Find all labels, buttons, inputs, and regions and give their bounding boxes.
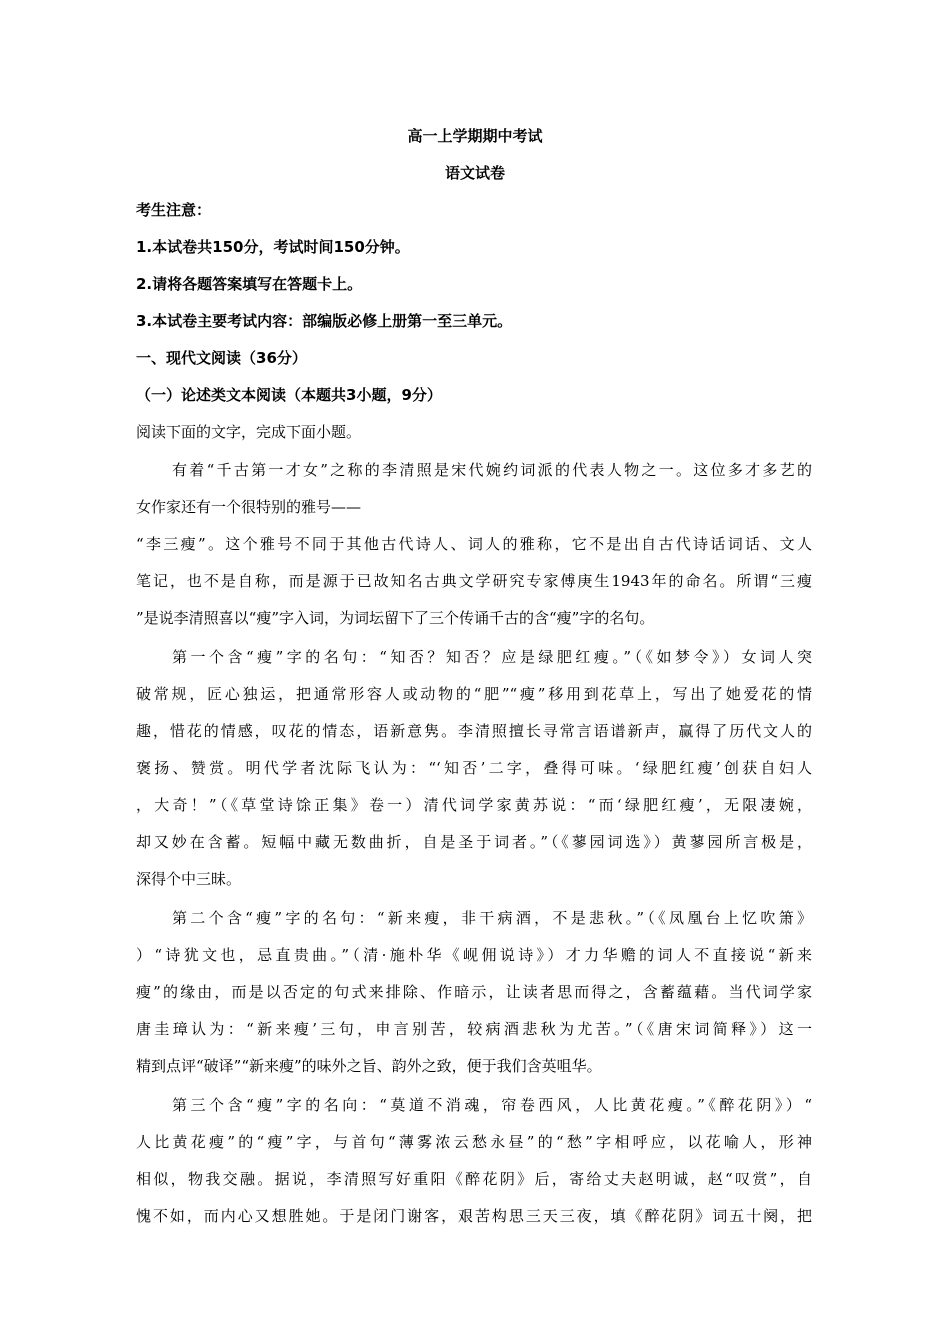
passage-line: 趣，惜花的情感，叹花的情态，语新意隽。李清照擅长寻常言语谱新声，赢得了历代文人的 [136, 722, 812, 740]
passage-line: 精到点评“破译”“新来瘦”的味外之旨、韵外之致，便于我们含英咀华。 [136, 1057, 602, 1075]
passage-line: 第三个含“瘦”字的名向：“莫道不消魂，帘卷西风，人比黄花瘦。”《醉花阴》）“ [172, 1096, 812, 1114]
passage-line: 愧不如，而内心又想胜她。于是闭门谢客，艰苦构思三天三夜，填《醉花阴》词五十阕，把 [136, 1207, 812, 1225]
passage-line: 第一个含“瘦”字的名句：“知否？知否？应是绿肥红瘦。”（《如梦令》）女词人突 [172, 648, 812, 666]
passage-line: 有着“千古第一才女”之称的李清照是宋代婉约词派的代表人物之一。这位多才多艺的 [172, 461, 812, 479]
passage-line: 唐圭璋认为：“新来瘦’三句，申言别苦，较病酒悲秋为尤苦。”（《唐宋词简释》）这一 [136, 1020, 812, 1038]
section-heading: 一、现代文阅读（36分） [136, 349, 307, 367]
notice-item: 1.本试卷共150分，考试时间150分钟。 [136, 238, 410, 256]
passage-line: 褒扬、赞赏。明代学者沈际飞认为：“‘知否’二字，叠得可味。‘绿肥红瘦’创获自妇人 [136, 759, 812, 777]
exam-title: 高一上学期期中考试 [407, 127, 543, 145]
passage-line: 第二个含“瘦”字的名句：“新来瘦，非干病酒，不是悲秋。”（《凤凰台上忆吹箫》 [172, 909, 812, 927]
passage-line: 瘦”的缘由，而是以否定的句式来排除、作暗示，让读者思而得之，含蓄蕴藉。当代词学家 [136, 983, 812, 1001]
passage-line: 女作家还有一个很特别的雅号—— [136, 498, 362, 516]
passage-line: 破常规，匠心独运，把通常形容人或动物的“肥”“瘦”移用到花草上，写出了她爱花的情 [136, 685, 812, 703]
notice-item: 2.请将各题答案填写在答题卡上。 [136, 275, 363, 293]
passage-line: 深得个中三昧。 [136, 870, 242, 888]
passage-line: ，大奇！”（《草堂诗馀正集》卷一）清代词学家黄苏说：“而‘绿肥红瘦’，无限凄婉， [136, 796, 812, 814]
passage-line: “李三瘦”。这个雅号不同于其他古代诗人、词人的雅称，它不是出自古代诗话词话、文人 [136, 535, 812, 553]
exam-subtitle: 语文试卷 [444, 164, 505, 182]
passage-line: 相似，物我交融。据说，李清照写好重阳《醉花阴》后，寄给丈夫赵明诚，赵“叹赏”，自 [136, 1170, 812, 1188]
passage-line: 却又妙在含蓄。短幅中藏无数曲折，自是圣于词者。”（《蓼园词选》）黄蓼园所言极是， [136, 833, 812, 851]
section-subheading: （一）论述类文本阅读（本题共3小题，9分） [136, 386, 442, 404]
notice-item: 3.本试卷主要考试内容：部编版必修上册第一至三单元。 [136, 312, 513, 330]
passage-line: ）“诗犹文也，忌直贵曲。”（清·施朴华《岘佣说诗》）才力华赡的词人不直接说“新来 [136, 946, 812, 964]
passage-line: ”是说李清照喜以“瘦”字入词，为词坛留下了三个传诵千古的含“瘦”字的名句。 [136, 609, 655, 627]
passage-line: 人比黄花瘦”的“瘦”字，与首句“薄雾浓云愁永昼”的“愁”字相呼应，以花喻人，形神 [136, 1133, 812, 1151]
notice-heading: 考生注意： [136, 201, 212, 219]
reading-instruction: 阅读下面的文字，完成下面小题。 [136, 423, 362, 441]
passage-line: 笔记，也不是自称，而是源于已故知名古典文学研究专家傅庚生1943年的命名。所谓“三瘦 [136, 572, 812, 590]
